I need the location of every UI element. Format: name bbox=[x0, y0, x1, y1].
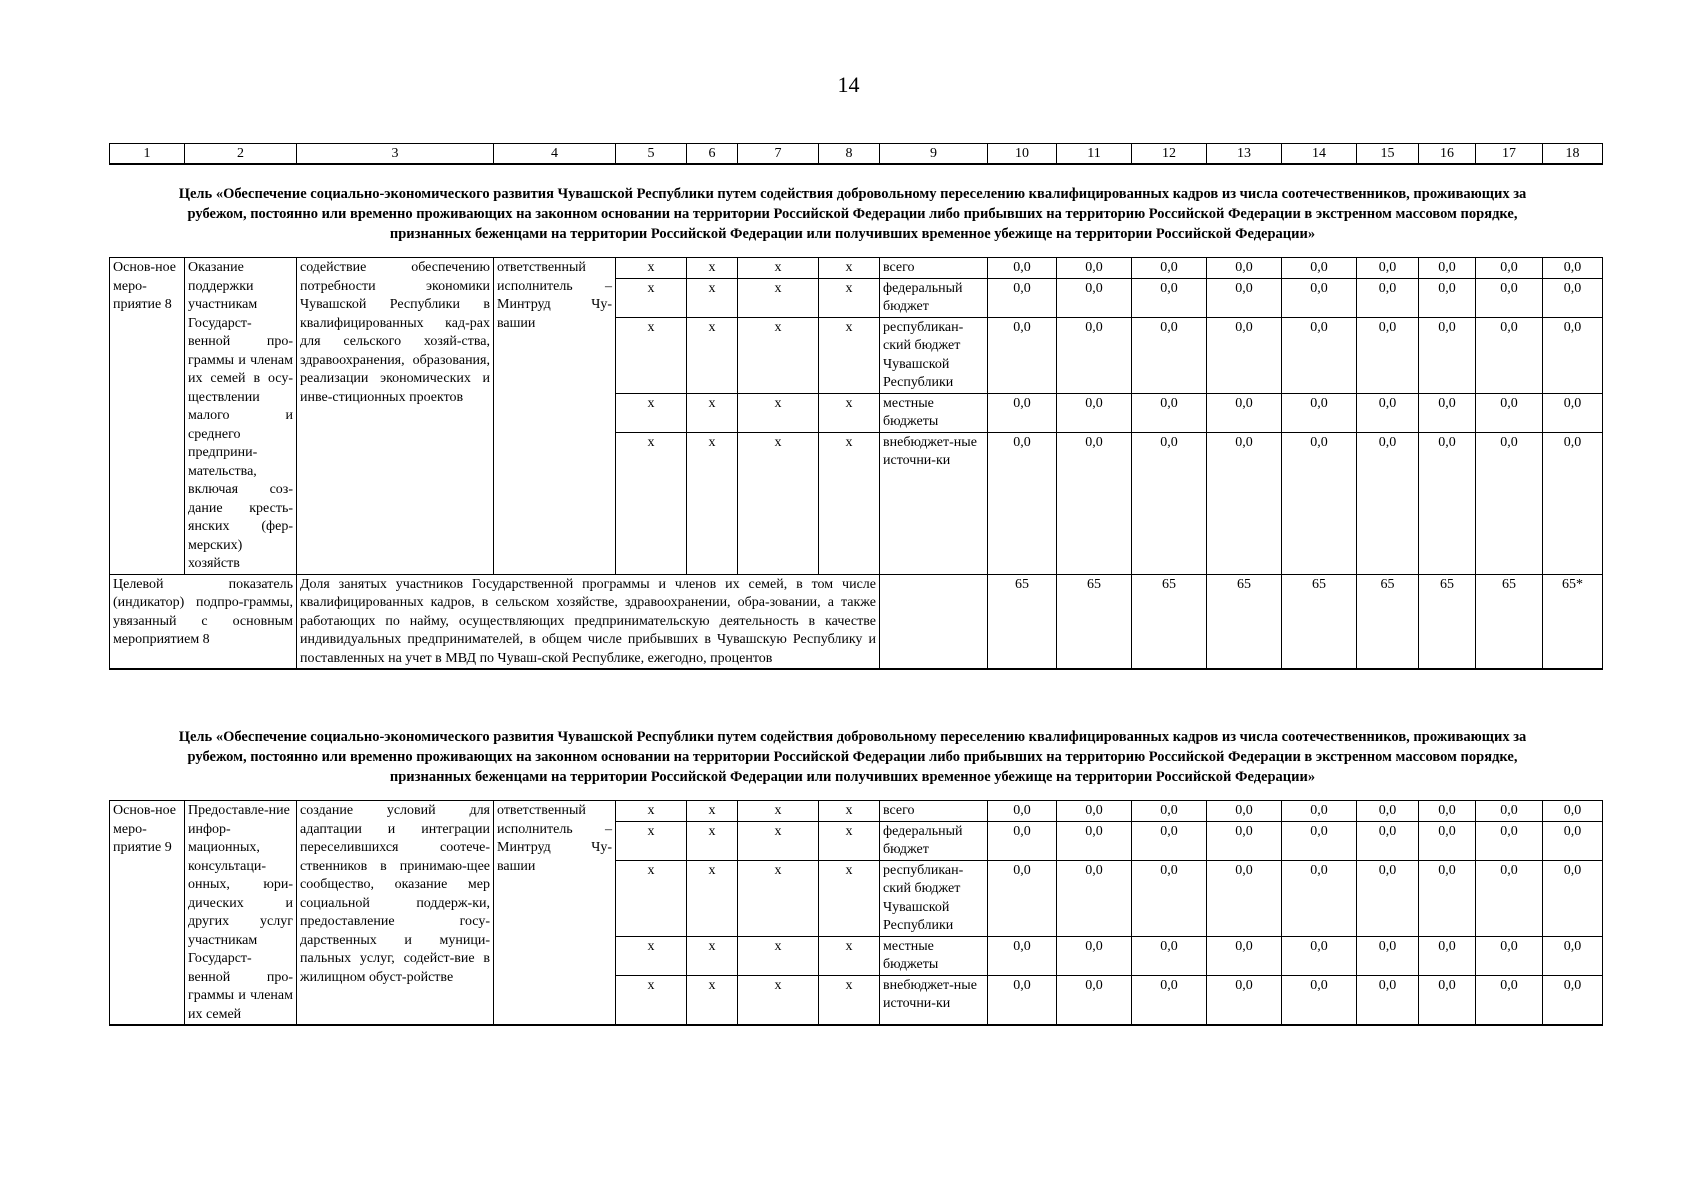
funding-value: 0,0 bbox=[1476, 393, 1543, 432]
funding-value: 0,0 bbox=[1357, 432, 1419, 574]
funding-value: 0,0 bbox=[1207, 860, 1282, 936]
x-mark: x bbox=[738, 975, 819, 1025]
activity-9-table bbox=[109, 800, 1603, 1026]
funding-source: внебюджет-ные источни-ки bbox=[880, 975, 988, 1025]
funding-source: республикан-ский бюджет Чувашской Республики bbox=[880, 317, 988, 393]
column-number-header bbox=[109, 143, 1603, 165]
funding-value: 0,0 bbox=[1282, 860, 1357, 936]
header-col-13: 13 bbox=[1207, 144, 1282, 165]
funding-value: 0,0 bbox=[1132, 860, 1207, 936]
funding-value: 0,0 bbox=[1132, 801, 1207, 822]
x-mark: x bbox=[738, 936, 819, 975]
funding-value: 0,0 bbox=[1057, 317, 1132, 393]
funding-value: 0,0 bbox=[1476, 821, 1543, 860]
x-mark: x bbox=[687, 317, 738, 393]
funding-value: 0,0 bbox=[1543, 317, 1603, 393]
header-col-4: 4 bbox=[494, 144, 616, 165]
x-mark: x bbox=[819, 936, 880, 975]
funding-value: 0,0 bbox=[988, 821, 1057, 860]
x-mark: x bbox=[616, 975, 687, 1025]
funding-value: 0,0 bbox=[1543, 975, 1603, 1025]
indicator-value: 65 bbox=[1357, 574, 1419, 669]
funding-row bbox=[110, 258, 1603, 279]
x-mark: x bbox=[819, 393, 880, 432]
x-mark: x bbox=[616, 821, 687, 860]
indicator-value: 65 bbox=[1207, 574, 1282, 669]
indicator-label: Целевой показатель (индикатор) подпро-граммы, увязанный с основным мероприятием 8 bbox=[110, 574, 297, 669]
funding-value: 0,0 bbox=[1282, 317, 1357, 393]
funding-value: 0,0 bbox=[1132, 821, 1207, 860]
funding-value: 0,0 bbox=[1476, 801, 1543, 822]
funding-value: 0,0 bbox=[1057, 258, 1132, 279]
x-mark: x bbox=[687, 821, 738, 860]
x-mark: x bbox=[738, 278, 819, 317]
funding-value: 0,0 bbox=[1132, 975, 1207, 1025]
funding-value: 0,0 bbox=[1207, 801, 1282, 822]
funding-value: 0,0 bbox=[1207, 393, 1282, 432]
x-mark: x bbox=[819, 801, 880, 822]
funding-value: 0,0 bbox=[1282, 975, 1357, 1025]
funding-value: 0,0 bbox=[1357, 258, 1419, 279]
x-mark: x bbox=[616, 258, 687, 279]
indicator-value: 65 bbox=[1476, 574, 1543, 669]
x-mark: x bbox=[687, 432, 738, 574]
funding-value: 0,0 bbox=[1282, 936, 1357, 975]
header-col-5: 5 bbox=[616, 144, 687, 165]
indicator-value: 65 bbox=[1282, 574, 1357, 669]
funding-value: 0,0 bbox=[988, 432, 1057, 574]
funding-value: 0,0 bbox=[1057, 821, 1132, 860]
funding-value: 0,0 bbox=[1419, 317, 1476, 393]
funding-value: 0,0 bbox=[1057, 975, 1132, 1025]
funding-value: 0,0 bbox=[1132, 393, 1207, 432]
funding-value: 0,0 bbox=[1207, 258, 1282, 279]
funding-source: республикан-ский бюджет Чувашской Республики bbox=[880, 860, 988, 936]
header-col-6: 6 bbox=[687, 144, 738, 165]
funding-value: 0,0 bbox=[988, 801, 1057, 822]
funding-source: внебюджет-ные источни-ки bbox=[880, 432, 988, 574]
funding-value: 0,0 bbox=[1057, 393, 1132, 432]
funding-value: 0,0 bbox=[1543, 801, 1603, 822]
funding-value: 0,0 bbox=[1282, 821, 1357, 860]
funding-value: 0,0 bbox=[1057, 936, 1132, 975]
funding-value: 0,0 bbox=[1357, 821, 1419, 860]
x-mark: x bbox=[616, 278, 687, 317]
activity-executor: ответственный исполнитель – Минтруд Чу-вашии bbox=[494, 801, 616, 1026]
funding-value: 0,0 bbox=[988, 936, 1057, 975]
funding-value: 0,0 bbox=[1419, 258, 1476, 279]
funding-value: 0,0 bbox=[1057, 860, 1132, 936]
activity-8-table bbox=[109, 257, 1603, 670]
funding-value: 0,0 bbox=[1357, 393, 1419, 432]
funding-value: 0,0 bbox=[1476, 975, 1543, 1025]
activity-name: Предоставле-ние инфор-мационных, консультаци-онных, юри-дических и других услуг участникам Государст-венной про-граммы и членам их семей bbox=[185, 801, 297, 1026]
activity-goal: содействие обеспечению потребности экономики Чувашской Республики в квалифицированных кад-рах для сельского хозяй-ства, здравоохранения, образования, реализации экономических и инве-стиционных проектов bbox=[297, 258, 494, 575]
funding-value: 0,0 bbox=[1543, 821, 1603, 860]
x-mark: x bbox=[616, 860, 687, 936]
funding-value: 0,0 bbox=[1132, 936, 1207, 975]
funding-value: 0,0 bbox=[1207, 278, 1282, 317]
indicator-value: 65* bbox=[1543, 574, 1603, 669]
funding-value: 0,0 bbox=[1419, 432, 1476, 574]
indicator-empty-cell bbox=[880, 574, 988, 669]
funding-value: 0,0 bbox=[1357, 317, 1419, 393]
header-col-3: 3 bbox=[297, 144, 494, 165]
x-mark: x bbox=[819, 975, 880, 1025]
funding-value: 0,0 bbox=[1207, 975, 1282, 1025]
funding-source: федеральный бюджет bbox=[880, 278, 988, 317]
funding-value: 0,0 bbox=[1207, 432, 1282, 574]
x-mark: x bbox=[819, 432, 880, 574]
funding-value: 0,0 bbox=[1207, 821, 1282, 860]
x-mark: x bbox=[819, 821, 880, 860]
x-mark: x bbox=[687, 393, 738, 432]
header-col-2: 2 bbox=[185, 144, 297, 165]
funding-value: 0,0 bbox=[988, 860, 1057, 936]
funding-value: 0,0 bbox=[1282, 801, 1357, 822]
funding-value: 0,0 bbox=[1132, 432, 1207, 574]
x-mark: x bbox=[687, 278, 738, 317]
header-col-18: 18 bbox=[1543, 144, 1603, 165]
funding-value: 0,0 bbox=[1357, 860, 1419, 936]
indicator-value: 65 bbox=[1419, 574, 1476, 669]
header-col-1: 1 bbox=[110, 144, 185, 165]
funding-value: 0,0 bbox=[1419, 821, 1476, 860]
funding-value: 0,0 bbox=[988, 258, 1057, 279]
funding-value: 0,0 bbox=[1057, 432, 1132, 574]
funding-value: 0,0 bbox=[988, 278, 1057, 317]
funding-source: всего bbox=[880, 258, 988, 279]
activity-name: Оказание поддержки участникам Государст-венной про-граммы и членам их семей в осу-ществлении малого и среднего предприни-мательства, включая соз-дание кресть-янских (фер-мерских) хозяйств bbox=[185, 258, 297, 575]
x-mark: x bbox=[738, 317, 819, 393]
indicator-value: 65 bbox=[1057, 574, 1132, 669]
funding-value: 0,0 bbox=[1476, 936, 1543, 975]
funding-value: 0,0 bbox=[1132, 278, 1207, 317]
header-row bbox=[110, 144, 1603, 165]
funding-value: 0,0 bbox=[1476, 432, 1543, 574]
x-mark: x bbox=[819, 278, 880, 317]
header-col-14: 14 bbox=[1282, 144, 1357, 165]
funding-value: 0,0 bbox=[1357, 278, 1419, 317]
funding-value: 0,0 bbox=[1543, 278, 1603, 317]
x-mark: x bbox=[819, 317, 880, 393]
x-mark: x bbox=[616, 317, 687, 393]
funding-value: 0,0 bbox=[1419, 278, 1476, 317]
funding-value: 0,0 bbox=[1057, 801, 1132, 822]
funding-row bbox=[110, 801, 1603, 822]
funding-value: 0,0 bbox=[1207, 936, 1282, 975]
page-number: 14 bbox=[837, 72, 860, 97]
x-mark: x bbox=[738, 801, 819, 822]
indicator-value: 65 bbox=[988, 574, 1057, 669]
x-mark: x bbox=[819, 258, 880, 279]
funding-value: 0,0 bbox=[1543, 432, 1603, 574]
funding-value: 0,0 bbox=[1282, 432, 1357, 574]
x-mark: x bbox=[687, 860, 738, 936]
indicator-value: 65 bbox=[1132, 574, 1207, 669]
x-mark: x bbox=[738, 432, 819, 574]
header-col-8: 8 bbox=[819, 144, 880, 165]
header-col-7: 7 bbox=[738, 144, 819, 165]
funding-source: всего bbox=[880, 801, 988, 822]
header-col-17: 17 bbox=[1476, 144, 1543, 165]
funding-value: 0,0 bbox=[1476, 258, 1543, 279]
indicator-description: Доля занятых участников Государственной программы и членов их семей, в том числе квалифицированных кадров, в сельском хозяйстве, здравоохранении, обра-зовании, а также работающих по найму, осуществляющих предпринимательскую деятельность в качестве индивидуальных предпринимателей, в общем числе прибывших в Чувашскую Республику и поставленных на учет в МВД по Чуваш-ской Республике, ежегодно, процентов bbox=[297, 574, 880, 669]
funding-source: местные бюджеты bbox=[880, 936, 988, 975]
header-col-10: 10 bbox=[988, 144, 1057, 165]
x-mark: x bbox=[738, 393, 819, 432]
x-mark: x bbox=[819, 860, 880, 936]
x-mark: x bbox=[687, 936, 738, 975]
activity-number: Основ-ное меро-приятие 8 bbox=[110, 258, 185, 575]
funding-value: 0,0 bbox=[1282, 258, 1357, 279]
funding-value: 0,0 bbox=[1543, 258, 1603, 279]
header-col-11: 11 bbox=[1057, 144, 1132, 165]
x-mark: x bbox=[616, 936, 687, 975]
funding-value: 0,0 bbox=[1419, 936, 1476, 975]
funding-value: 0,0 bbox=[1476, 860, 1543, 936]
funding-value: 0,0 bbox=[1476, 278, 1543, 317]
activity-executor: ответственный исполнитель – Минтруд Чу-вашии bbox=[494, 258, 616, 575]
goal-heading: Цель «Обеспечение социально-экономического развития Чувашской Республики путем содействия добровольному переселению квалифицированных кадров из числа соотечественников, проживающих за рубежом, постоянно или временно проживающих на законном основании на территории Российской Федерации либо прибывших на территорию Российской Федерации в экстренном массовом порядке, признанных беженцами на территории Российской Федерации или получивших временное убежище на территории Российской Федерации» bbox=[178, 729, 1527, 785]
funding-value: 0,0 bbox=[1543, 393, 1603, 432]
funding-value: 0,0 bbox=[1543, 936, 1603, 975]
x-mark: x bbox=[738, 860, 819, 936]
indicator-row bbox=[110, 574, 1603, 669]
funding-value: 0,0 bbox=[1419, 801, 1476, 822]
header-col-16: 16 bbox=[1419, 144, 1476, 165]
x-mark: x bbox=[616, 432, 687, 574]
header-col-12: 12 bbox=[1132, 144, 1207, 165]
funding-value: 0,0 bbox=[1057, 278, 1132, 317]
x-mark: x bbox=[687, 975, 738, 1025]
funding-value: 0,0 bbox=[1357, 801, 1419, 822]
x-mark: x bbox=[687, 258, 738, 279]
funding-value: 0,0 bbox=[1357, 975, 1419, 1025]
x-mark: x bbox=[738, 258, 819, 279]
funding-value: 0,0 bbox=[1419, 860, 1476, 936]
funding-value: 0,0 bbox=[1543, 860, 1603, 936]
funding-value: 0,0 bbox=[988, 393, 1057, 432]
funding-value: 0,0 bbox=[1419, 393, 1476, 432]
funding-value: 0,0 bbox=[988, 975, 1057, 1025]
x-mark: x bbox=[738, 821, 819, 860]
header-col-9: 9 bbox=[880, 144, 988, 165]
activity-number: Основ-ное меро-приятие 9 bbox=[110, 801, 185, 1026]
x-mark: x bbox=[616, 393, 687, 432]
x-mark: x bbox=[687, 801, 738, 822]
funding-value: 0,0 bbox=[1132, 258, 1207, 279]
funding-value: 0,0 bbox=[1476, 317, 1543, 393]
goal-heading: Цель «Обеспечение социально-экономического развития Чувашской Республики путем содействия добровольному переселению квалифицированных кадров из числа соотечественников, проживающих за рубежом, постоянно или временно проживающих на законном основании на территории Российской Федерации либо прибывших на территорию Российской Федерации в экстренном массовом порядке, признанных беженцами на территории Российской Федерации или получивших временное убежище на территории Российской Федерации» bbox=[178, 186, 1527, 242]
x-mark: x bbox=[616, 801, 687, 822]
funding-value: 0,0 bbox=[1419, 975, 1476, 1025]
funding-value: 0,0 bbox=[1282, 278, 1357, 317]
header-col-15: 15 bbox=[1357, 144, 1419, 165]
funding-value: 0,0 bbox=[1132, 317, 1207, 393]
funding-value: 0,0 bbox=[1207, 317, 1282, 393]
funding-source: местные бюджеты bbox=[880, 393, 988, 432]
funding-source: федеральный бюджет bbox=[880, 821, 988, 860]
funding-value: 0,0 bbox=[988, 317, 1057, 393]
funding-value: 0,0 bbox=[1282, 393, 1357, 432]
funding-value: 0,0 bbox=[1357, 936, 1419, 975]
activity-goal: создание условий для адаптации и интеграции переселившихся соотече-ственников в принимаю-щее сообщество, оказание мер социальной поддерж-ки, предоставление госу-дарственных и муници-пальных услуг, содейст-вие в жилищном обуст-ройстве bbox=[297, 801, 494, 1026]
